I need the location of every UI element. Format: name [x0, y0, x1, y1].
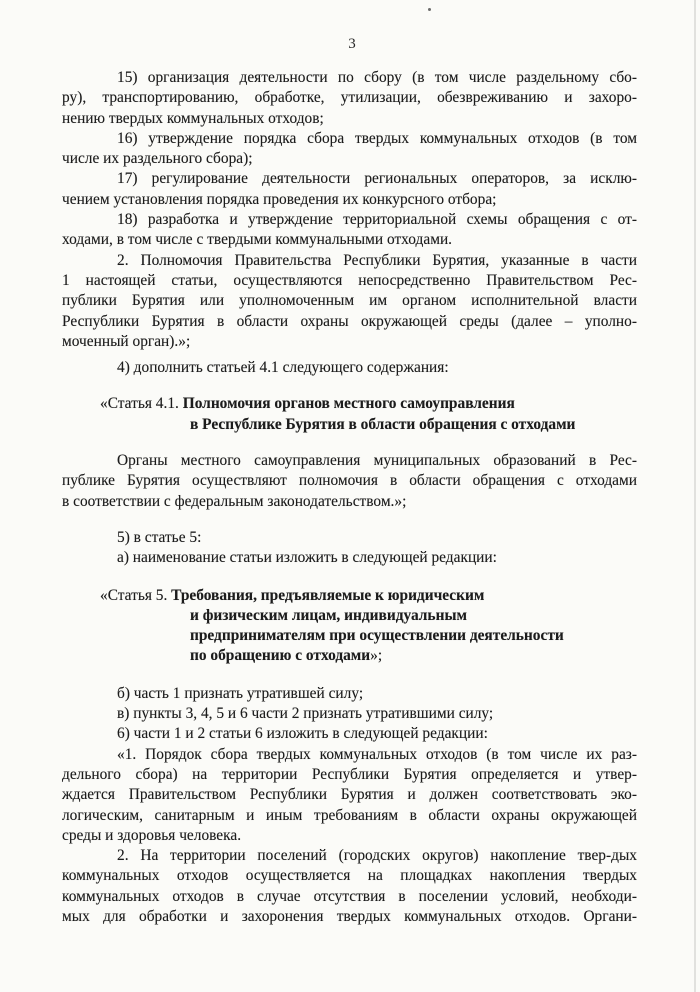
text-line: [62, 251, 637, 271]
text-segment: 1 настоящей статьи, осуществляются непосредственно Правительством Рес-: [62, 271, 637, 289]
text-line: [62, 471, 637, 491]
text-segment: моченный орган).»;: [62, 332, 191, 350]
text-segment: б) часть 1 признать утратившей силу;: [117, 684, 364, 702]
text-line: [62, 866, 637, 886]
text-line: [62, 907, 637, 927]
text-segment: 4) дополнить статьей 4.1 следующего содержания:: [117, 359, 449, 377]
text-segment: 5) в статье 5:: [117, 528, 202, 546]
text-segment: публике Бурятия осуществляют полномочия в области обращения с отходами: [62, 472, 637, 490]
text-segment-bold: и физическим лицам, индивидуальным: [190, 606, 467, 624]
text-line: [62, 332, 637, 352]
text-segment: среды и здоровья человека.: [62, 826, 242, 844]
text-segment: 2. На территории поселений (городских округов) накопление твер-дых: [117, 847, 637, 865]
text-line: [62, 149, 637, 169]
text-segment: 18) разработка и утверждение территориальной схемы обращения с от-: [117, 211, 637, 229]
text-segment: чением установления порядка проведения их конкурсного отбора;: [62, 190, 497, 208]
text-segment: ходами, в том числе с твердыми коммунальными отходами.: [62, 231, 453, 249]
text-line: [62, 451, 637, 471]
page-number: 3: [348, 36, 356, 52]
text-segment: мых для обработки и захоронения твердых коммунальных отходов. Органи-: [62, 907, 637, 925]
text-segment: числе их раздельного сбора);: [62, 150, 253, 168]
text-line: [62, 291, 637, 311]
text-segment: а) наименование статьи изложить в следующей редакции:: [117, 549, 497, 567]
text-segment-bold: Требования, предъявляемые к юридическим: [171, 586, 485, 604]
text-segment: коммунальных отходов в случае отсутствия в поселении условий, необходи-: [62, 887, 637, 905]
page-edge-scan-line: [694, 0, 696, 992]
text-line: [62, 745, 637, 765]
text-line: [62, 684, 637, 704]
text-line: [62, 765, 637, 785]
text-line: [62, 548, 637, 568]
text-segment: 15) организация деятельности по сбору (в том числе раздельному сбо-: [117, 69, 637, 86]
text-segment: ру), транспортированию, обработке, утилизации, обезвреживанию и захоро-: [62, 89, 637, 107]
text-line: [62, 68, 637, 88]
text-line: [62, 415, 637, 435]
text-line: [62, 230, 637, 250]
text-segment: коммунальных отходов осуществляется на площадках накопления твердых: [62, 867, 637, 885]
text-segment: «1. Порядок сбора твердых коммунальных отходов (в том числе их раз-: [117, 745, 637, 763]
text-line: [62, 887, 637, 907]
text-segment: »;: [370, 647, 383, 665]
text-segment: Республики Бурятия в области охраны окружающей среды (далее – уполно-: [62, 312, 637, 330]
scan-speck: [428, 8, 431, 11]
text-line: [62, 492, 637, 512]
text-line: [62, 312, 637, 332]
text-line: [62, 109, 637, 129]
text-segment: в соответствии с федеральным законодательством.»;: [62, 492, 407, 510]
text-line: [62, 129, 637, 149]
text-segment-bold: по обращению с отходами: [190, 647, 371, 665]
text-segment: «Статья 4.1.: [100, 395, 183, 413]
text-segment-bold: в Республике Бурятия в области обращения с отходами: [190, 415, 576, 433]
text-segment: 17) регулирование деятельности региональных операторов, за исклю-: [117, 170, 637, 188]
text-line: [62, 394, 637, 414]
text-line: [62, 271, 637, 291]
text-segment: 2. Полномочия Правительства Республики Бурятия, указанные в части: [117, 251, 637, 269]
text-segment: публики Бурятия или уполномоченным им органом исполнительной власти: [62, 292, 637, 310]
text-segment: «Статья 5.: [100, 586, 172, 604]
text-line: [62, 210, 637, 230]
text-line: [62, 846, 637, 866]
text-segment: Органы местного самоуправления муниципальных образований в Рес-: [117, 452, 637, 470]
text-segment: в) пункты 3, 4, 5 и 6 части 2 признать утратившими силу;: [117, 705, 494, 723]
text-segment: дельного сбора) на территории Республики Бурятия определяется и утвер-: [62, 765, 637, 783]
text-segment: нению твердых коммунальных отходов;: [62, 109, 324, 127]
text-segment-bold: предпринимателям при осуществлении деятельности: [190, 627, 564, 645]
text-line: [62, 806, 637, 826]
text-line: [62, 586, 637, 606]
text-segment: логическим, санитарным и иным требованиям в области охраны окружающей: [62, 806, 637, 824]
text-line: [62, 785, 637, 805]
text-line: [62, 826, 637, 846]
text-line: [62, 169, 637, 189]
document-text: [62, 68, 637, 927]
text-segment: 16) утверждение порядка сбора твердых коммунальных отходов (в том: [117, 129, 637, 147]
text-segment-bold: Полномочия органов местного самоуправления: [182, 395, 515, 413]
text-line: [62, 528, 637, 548]
text-line: [62, 190, 637, 210]
text-segment: 6) части 1 и 2 статьи 6 изложить в следующей редакции:: [117, 725, 488, 743]
text-line: [62, 724, 637, 744]
text-line: [62, 358, 637, 378]
text-line: [62, 626, 637, 646]
text-line: [62, 88, 637, 108]
text-segment: ждается Правительством Республики Бурятия и должен соответствовать эко-: [62, 786, 637, 804]
text-line: [62, 704, 637, 724]
text-line: [62, 606, 637, 626]
text-line: [62, 646, 637, 666]
